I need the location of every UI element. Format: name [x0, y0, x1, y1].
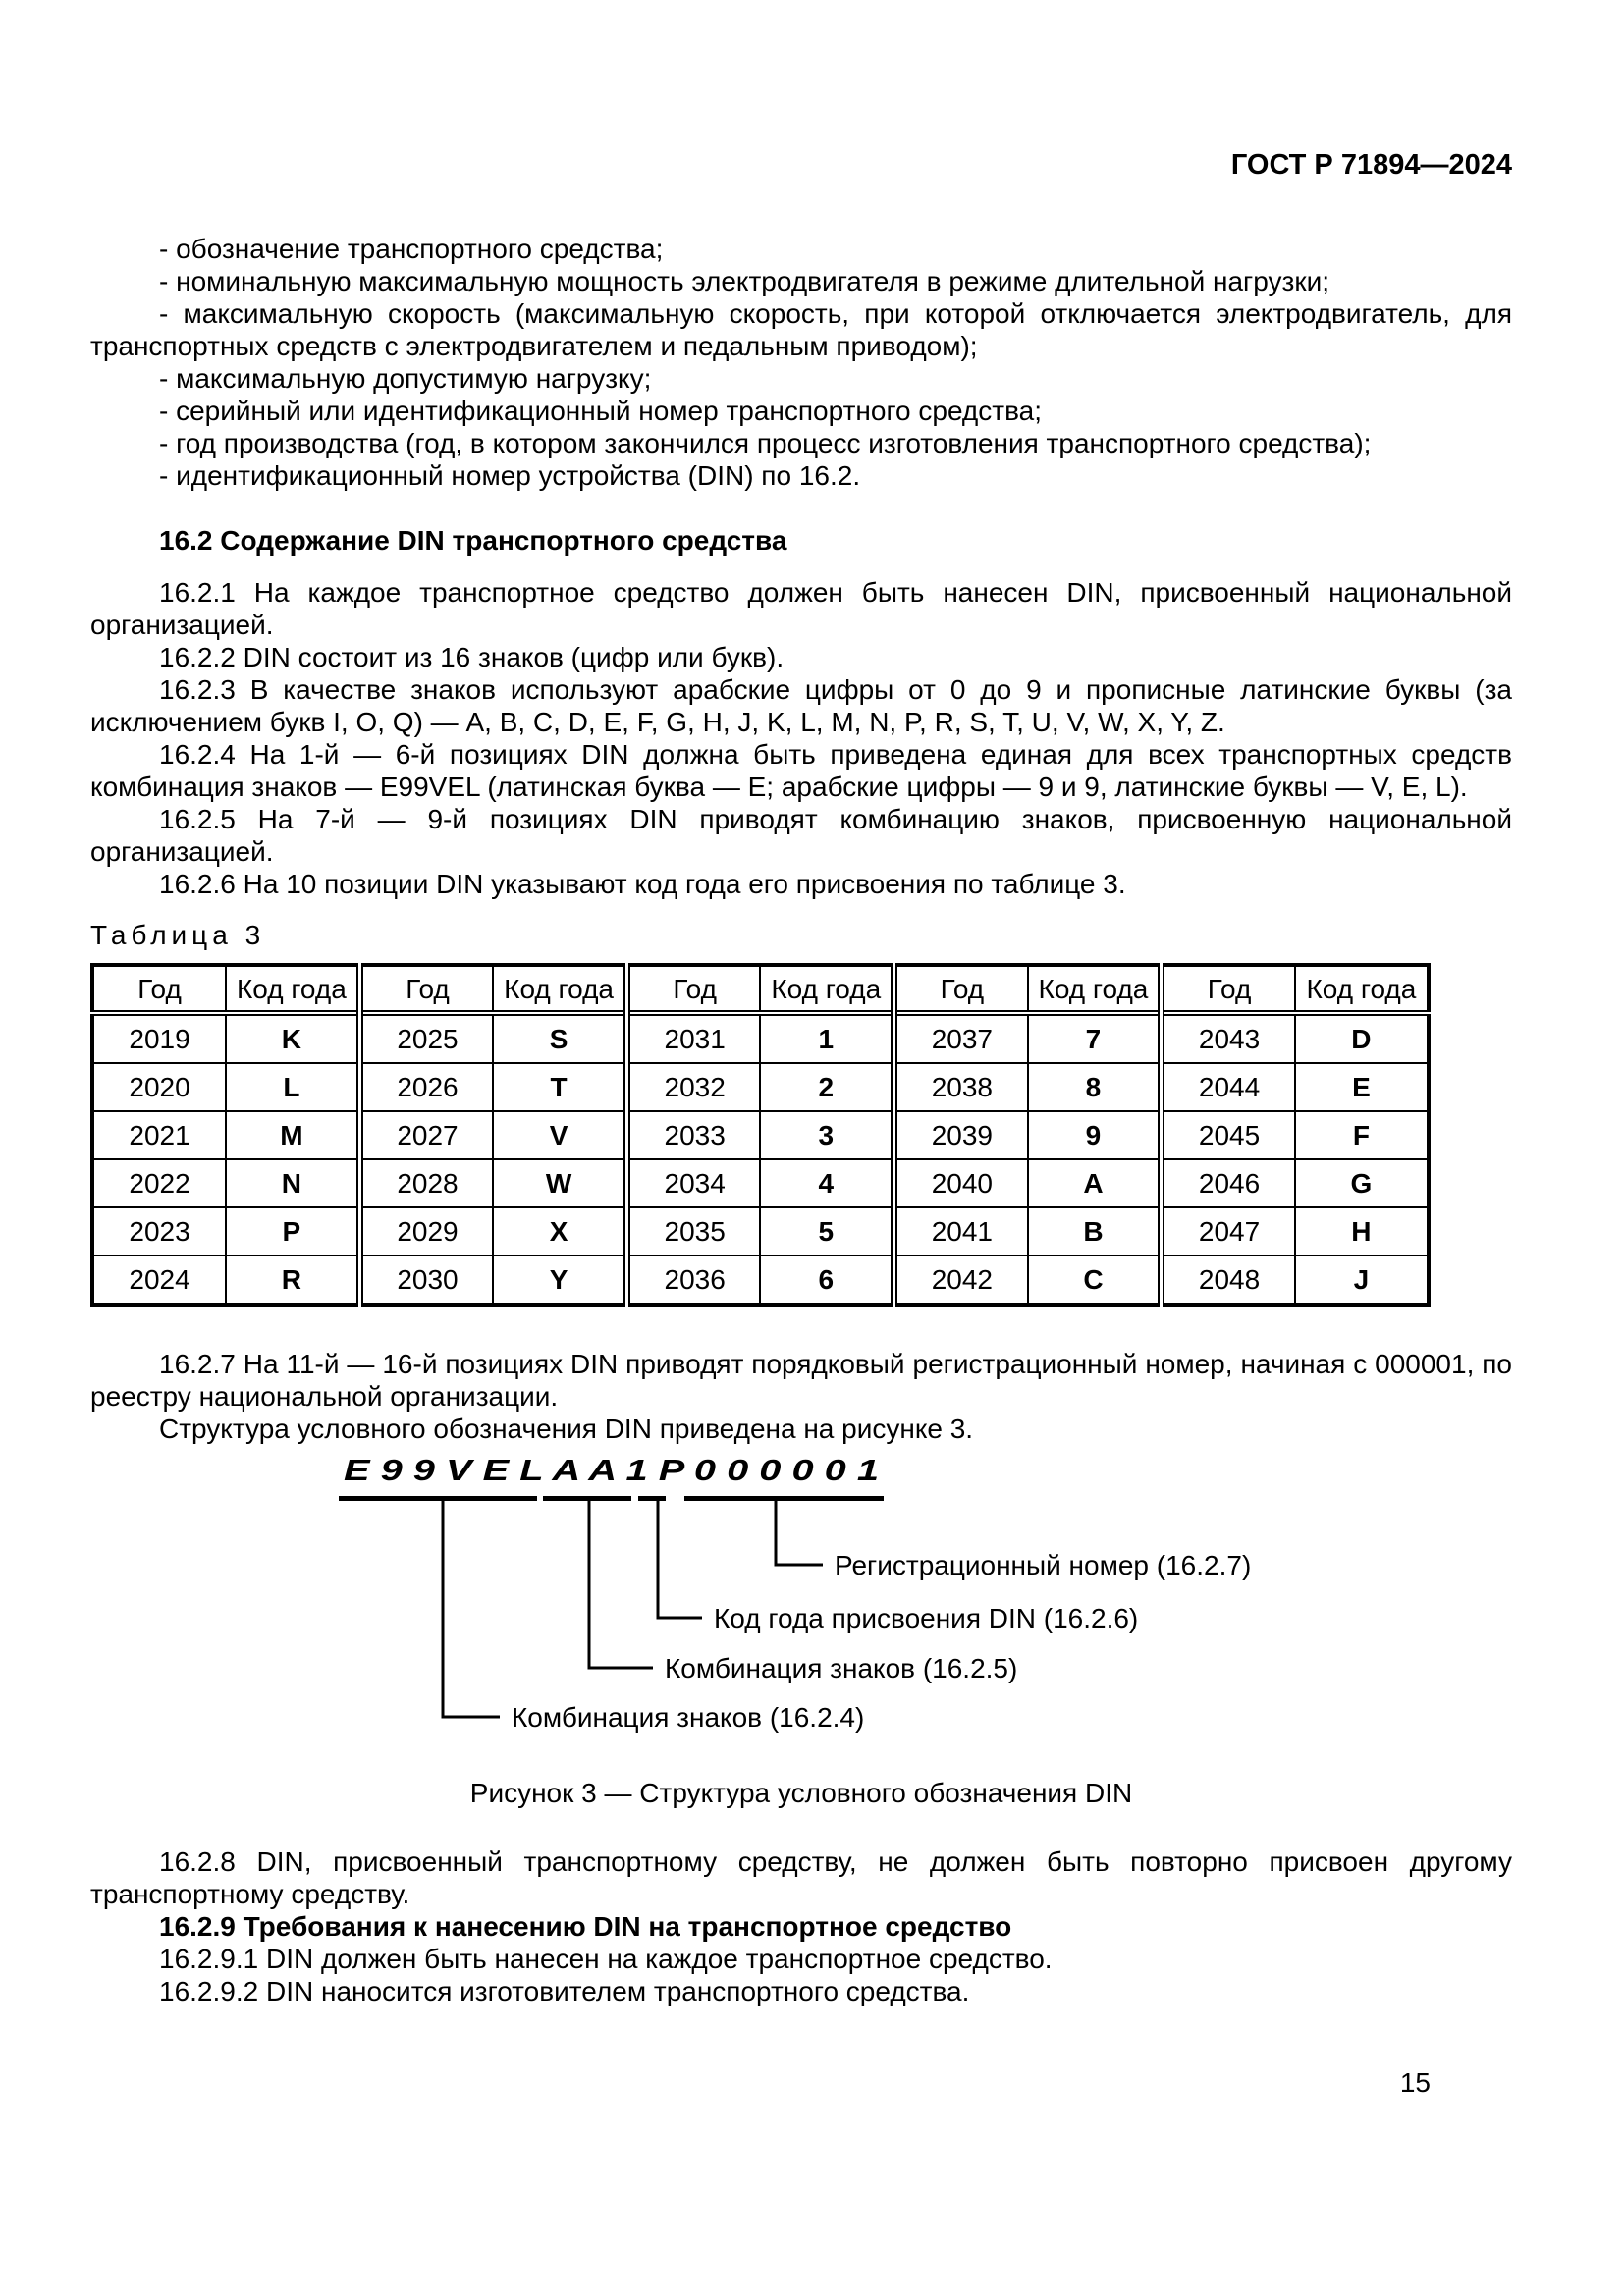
table-cell: 2027 [359, 1111, 493, 1159]
callout-label-year-code: Код года присвоения DIN (16.2.6) [714, 1603, 1139, 1633]
figure-3 [90, 1445, 1435, 1739]
table-cell: H [1295, 1207, 1429, 1255]
table-cell: 2040 [894, 1159, 1028, 1207]
din-string: E 9 9 V E L A A 1 P 0 0 0 0 0 1 [344, 1453, 879, 1487]
table-row [92, 1013, 1429, 1063]
table-cell: J [1295, 1255, 1429, 1305]
paragraph-16-2-3: 16.2.3 В качестве знаков используют арабские цифры от 0 до 9 и прописные латинские буквы (за исключением букв I, O, Q) — A, B, C, D, E, F, G, H, J, K, L, M, N, P, R, S, T, U, V, W, X, Y, Z. [90, 674, 1512, 737]
doc-code: ГОСТ Р 71894—2024 [1230, 149, 1512, 181]
paragraph-16-2-9-2: 16.2.9.2 DIN наносится изготовителем транспортного средства. [159, 1976, 970, 2006]
table-cell: R [226, 1255, 359, 1305]
list-item: - номинальную максимальную мощность электродвигателя в режиме длительной нагрузки; [159, 266, 1329, 296]
paragraph-16-2-7: 16.2.7 На 11-й — 16-й позициях DIN приводят порядковый регистрационный номер, начиная с 000001, по реестру национальной организации. [90, 1349, 1512, 1412]
table-cell: Год [92, 965, 226, 1013]
table-cell: 2044 [1162, 1063, 1295, 1111]
list-item: - обозначение транспортного средства; [159, 234, 664, 264]
list-item: - серийный или идентификационный номер транспортного средства; [159, 396, 1042, 426]
paragraph-16-2-4: 16.2.4 На 1-й — 6-й позициях DIN должна быть приведена единая для всех транспортных средств комбинация знаков — E99VEL (латинская буква — E; арабские цифры — 9 и 9, латинские буквы — V, E, L). [90, 739, 1512, 802]
table-cell: Код года [1028, 965, 1162, 1013]
callout-label-combination-1: Комбинация знаков (16.2.4) [512, 1702, 865, 1733]
din-underline-year-code [638, 1496, 666, 1501]
table-cell: Код года [493, 965, 626, 1013]
table-cell: 2020 [92, 1063, 226, 1111]
table-row [92, 1159, 1429, 1207]
callout-label-reg-number: Регистрационный номер (16.2.7) [835, 1550, 1252, 1580]
table-cell: 2034 [626, 1159, 760, 1207]
table-caption: Таблица 3 [90, 920, 266, 950]
table-cell: 2028 [359, 1159, 493, 1207]
page-number: 15 [1399, 2067, 1431, 2098]
table-cell: B [1028, 1207, 1162, 1255]
table-cell: 2029 [359, 1207, 493, 1255]
paragraph-16-2-9-1: 16.2.9.1 DIN должен быть нанесен на каждое транспортное средство. [159, 1944, 1053, 1974]
table-cell: X [493, 1207, 626, 1255]
paragraph-structure: Структура условного обозначения DIN приведена на рисунке 3. [159, 1414, 974, 1444]
table-cell: 8 [1028, 1063, 1162, 1111]
table-cell: 1 [760, 1013, 893, 1063]
table-cell: 2019 [92, 1013, 226, 1063]
table-cell: 2026 [359, 1063, 493, 1111]
callout-line-reg-number [776, 1501, 823, 1565]
table-cell: 2048 [1162, 1255, 1295, 1305]
table-cell: Код года [760, 965, 893, 1013]
table-cell: 2046 [1162, 1159, 1295, 1207]
din-underline-combination-2 [543, 1496, 631, 1501]
list-item: - максимальную скорость (максимальную скорость, при которой отключается электродвигатель, для транспортных средств с электродвигателем и педальным приводом); [90, 298, 1512, 361]
paragraph-16-2-6: 16.2.6 На 10 позиции DIN указывают код года его присвоения по таблице 3. [159, 869, 1126, 899]
table-header-row [92, 965, 1429, 1013]
table-cell: 2035 [626, 1207, 760, 1255]
table-cell: 2039 [894, 1111, 1028, 1159]
section-heading-16-2-9: 16.2.9 Требования к нанесению DIN на транспортное средство [159, 1911, 1012, 1942]
table-cell: D [1295, 1013, 1429, 1063]
table-cell: 2047 [1162, 1207, 1295, 1255]
table-cell: 2030 [359, 1255, 493, 1305]
figure-caption: Рисунок 3 — Структура условного обозначения DIN [469, 1778, 1133, 1808]
din-underline-combination-1 [339, 1496, 537, 1501]
table-cell: Год [626, 965, 760, 1013]
table-cell: N [226, 1159, 359, 1207]
table-cell: A [1028, 1159, 1162, 1207]
table-cell: M [226, 1111, 359, 1159]
table-cell: 2021 [92, 1111, 226, 1159]
paragraph-16-2-5: 16.2.5 На 7-й — 9-й позициях DIN приводят комбинацию знаков, присвоенную национальной организацией. [90, 804, 1512, 867]
table-cell: Код года [226, 965, 359, 1013]
table-cell: 2031 [626, 1013, 760, 1063]
callout-label-combination-2: Комбинация знаков (16.2.5) [665, 1653, 1018, 1683]
table-cell: 2032 [626, 1063, 760, 1111]
table-cell: 9 [1028, 1111, 1162, 1159]
table-cell: 2037 [894, 1013, 1028, 1063]
table-cell: 7 [1028, 1013, 1162, 1063]
table-cell: 2041 [894, 1207, 1028, 1255]
table-cell: P [226, 1207, 359, 1255]
table-cell: Год [1162, 965, 1295, 1013]
table-cell: 2036 [626, 1255, 760, 1305]
table-cell: 2043 [1162, 1013, 1295, 1063]
list-item: - идентификационный номер устройства (DIN) по 16.2. [159, 460, 861, 491]
table-cell: 2022 [92, 1159, 226, 1207]
din-underline-reg-number [684, 1496, 884, 1501]
table-cell: G [1295, 1159, 1429, 1207]
table-row [92, 1255, 1429, 1305]
table-cell: 2033 [626, 1111, 760, 1159]
callout-line-year-code [658, 1501, 702, 1618]
table-cell: L [226, 1063, 359, 1111]
list-item: - год производства (год, в котором закончился процесс изготовления транспортного средства); [159, 428, 1372, 458]
paragraph-16-2-8: 16.2.8 DIN, присвоенный транспортному средству, не должен быть повторно присвоен другому транспортному средству. [90, 1846, 1512, 1909]
table-cell: 2045 [1162, 1111, 1295, 1159]
table-row [92, 1063, 1429, 1111]
table-cell: F [1295, 1111, 1429, 1159]
paragraph-16-2-2: 16.2.2 DIN состоит из 16 знаков (цифр или букв). [159, 642, 785, 672]
page-content [90, 0, 1512, 2007]
table-cell: S [493, 1013, 626, 1063]
year-code-table [90, 963, 1431, 1307]
table-cell: V [493, 1111, 626, 1159]
table-cell: K [226, 1013, 359, 1063]
intro-list [90, 233, 1512, 492]
table-cell: W [493, 1159, 626, 1207]
section-heading-16-2: 16.2 Содержание DIN транспортного средства [159, 525, 787, 556]
table-row [92, 1111, 1429, 1159]
table-cell: 4 [760, 1159, 893, 1207]
table-cell: 2042 [894, 1255, 1028, 1305]
table-cell: T [493, 1063, 626, 1111]
list-item: - максимальную допустимую нагрузку; [159, 363, 652, 394]
table-cell: 2024 [92, 1255, 226, 1305]
table-cell: 2023 [92, 1207, 226, 1255]
paragraph-16-2-1: 16.2.1 На каждое транспортное средство должен быть нанесен DIN, присвоенный национальной организацией. [90, 577, 1512, 640]
callout-line-combination-2 [589, 1501, 653, 1668]
table-cell: C [1028, 1255, 1162, 1305]
table-cell: 2038 [894, 1063, 1028, 1111]
table-cell: 3 [760, 1111, 893, 1159]
callout-line-combination-1 [443, 1501, 500, 1717]
table-cell: 2 [760, 1063, 893, 1111]
table-cell: Год [359, 965, 493, 1013]
table-cell: Год [894, 965, 1028, 1013]
table-cell: Y [493, 1255, 626, 1305]
table-cell: 6 [760, 1255, 893, 1305]
table-cell: E [1295, 1063, 1429, 1111]
table-cell: 5 [760, 1207, 893, 1255]
table-cell: Код года [1295, 965, 1429, 1013]
table-cell: 2025 [359, 1013, 493, 1063]
table-row [92, 1207, 1429, 1255]
